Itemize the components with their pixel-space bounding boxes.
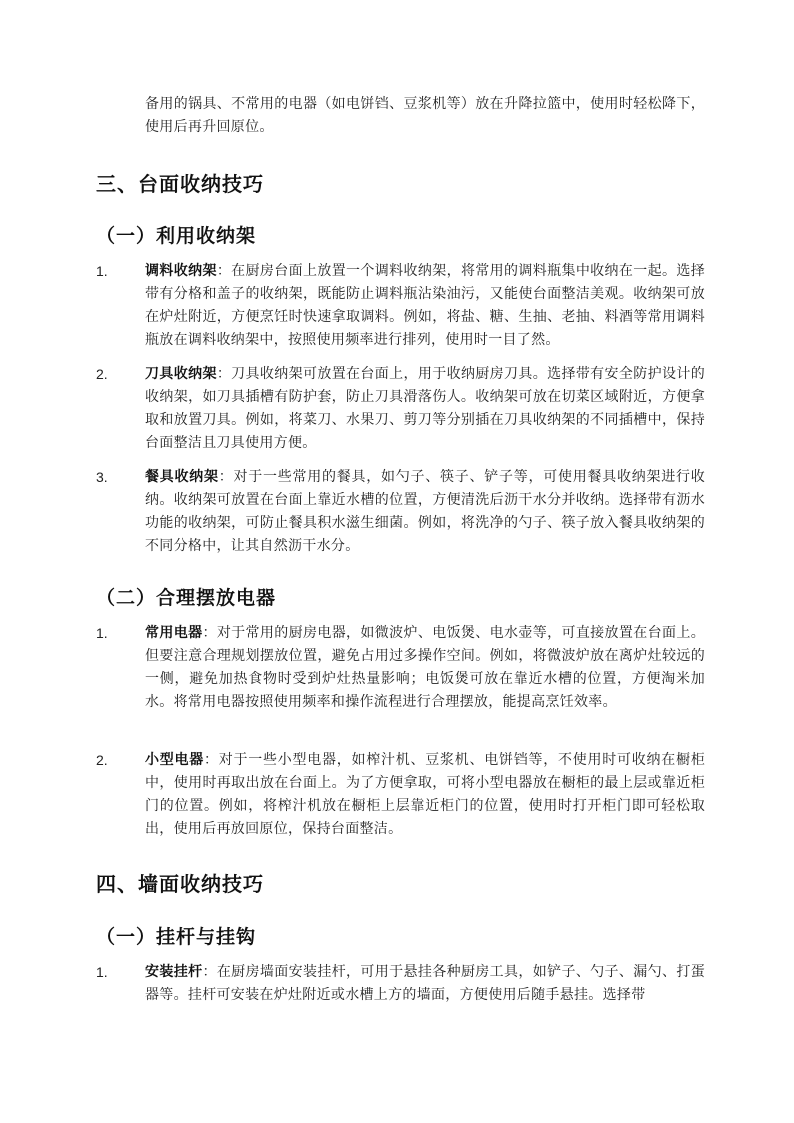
list-item-body — [145, 749, 705, 841]
list-item-term: 安装挂杆 — [145, 964, 203, 980]
list-item-term: 餐具收纳架 — [145, 469, 219, 485]
section-3-2-heading: （二）合理摆放电器 — [96, 587, 277, 609]
list-item-text: ：在厨房台面上放置一个调料收纳架，将常用的调料瓶集中收纳在一起。选择带有分格和盖子的收纳架，既能防止调料瓶沾染油污，又能使台面整洁美观。收纳架可放在炉灶附近，方便烹饪时快速拿取调料。例如，将盐、糖、生抽、老抽、料酒等常用调料瓶放在调料收纳架中，按照使用频率进行排列，使用时一目了然。 — [145, 263, 706, 348]
intro-paragraph: 备用的锅具、不常用的电器（如电饼铛、豆浆机等）放在升降拉篮中，使用时轻松降下，使用后再升回原位。 — [145, 96, 705, 135]
list-item-term: 刀具收纳架 — [145, 366, 217, 382]
list-number: 3. — [96, 469, 108, 485]
section-3-heading: 三、台面收纳技巧 — [96, 172, 264, 196]
section-4-heading: 四、墙面收纳技巧 — [96, 872, 264, 896]
list-item-text: ：在厨房墙面安装挂杆，可用于悬挂各种厨房工具，如铲子、勺子、漏勺、打蛋器等。挂杆可安装在炉灶附近或水槽上方的墙面，方便使用后随手悬挂。选择带 — [145, 964, 706, 1003]
list-number: 1. — [96, 625, 108, 641]
list-item-body — [145, 260, 705, 352]
list-number: 1. — [96, 964, 108, 980]
list-item-text: ：对于常用的厨房电器，如微波炉、电饭煲、电水壶等，可直接放置在台面上。但要注意合理规划摆放位置，避免占用过多操作空间。例如，将微波炉放在离炉灶较远的一侧，避免加热食物时受到炉灶热量影响；电饭煲可放在靠近水槽的位置，方便淘米加水。将常用电器按照使用频率和操作流程进行合理摆放，能提高烹饪效率。 — [145, 625, 706, 710]
list-item-text: ：对于一些常用的餐具，如勺子、筷子、铲子等，可使用餐具收纳架进行收纳。收纳架可放置在台面上靠近水槽的位置，方便清洗后沥干水分并收纳。选择带有沥水功能的收纳架，可防止餐具积水滋生细菌。例如，将洗净的勺子、筷子放入餐具收纳架的不同分格中，让其自然沥干水分。 — [145, 469, 705, 554]
list-item-term: 调料收纳架 — [145, 263, 217, 279]
list-item-text: ：对于一些小型电器，如榨汁机、豆浆机、电饼铛等，不使用时可收纳在橱柜中，使用时再取出放在台面上。为了方便拿取，可将小型电器放在橱柜的最上层或靠近柜门的位置。例如，将榨汁机放在橱柜上层靠近柜门的位置，使用时打开柜门即可轻松取出，使用后再放回原位，保持台面整洁。 — [145, 752, 705, 837]
list-item-text: ：刀具收纳架可放置在台面上，用于收纳厨房刀具。选择带有安全防护设计的收纳架，如刀具插槽有防护套，防止刀具滑落伤人。收纳架可放在切菜区域附近，方便拿取和放置刀具。例如，将菜刀、水果刀、剪刀等分别插在刀具收纳架的不同插槽中，保持台面整洁且刀具使用方便。 — [145, 366, 706, 451]
list-item-body — [145, 466, 705, 558]
section-4-1-heading: （一）挂杆与挂钩 — [96, 926, 257, 948]
list-number: 1. — [96, 263, 108, 279]
list-item-term: 小型电器 — [145, 752, 204, 768]
list-item-body — [145, 961, 705, 1007]
section-3-1-heading: （一）利用收纳架 — [96, 225, 257, 247]
list-item-term: 常用电器 — [145, 625, 203, 641]
list-item-body — [145, 363, 705, 455]
list-item-body — [145, 622, 705, 714]
list-number: 2. — [96, 752, 108, 768]
list-number: 2. — [96, 366, 108, 382]
